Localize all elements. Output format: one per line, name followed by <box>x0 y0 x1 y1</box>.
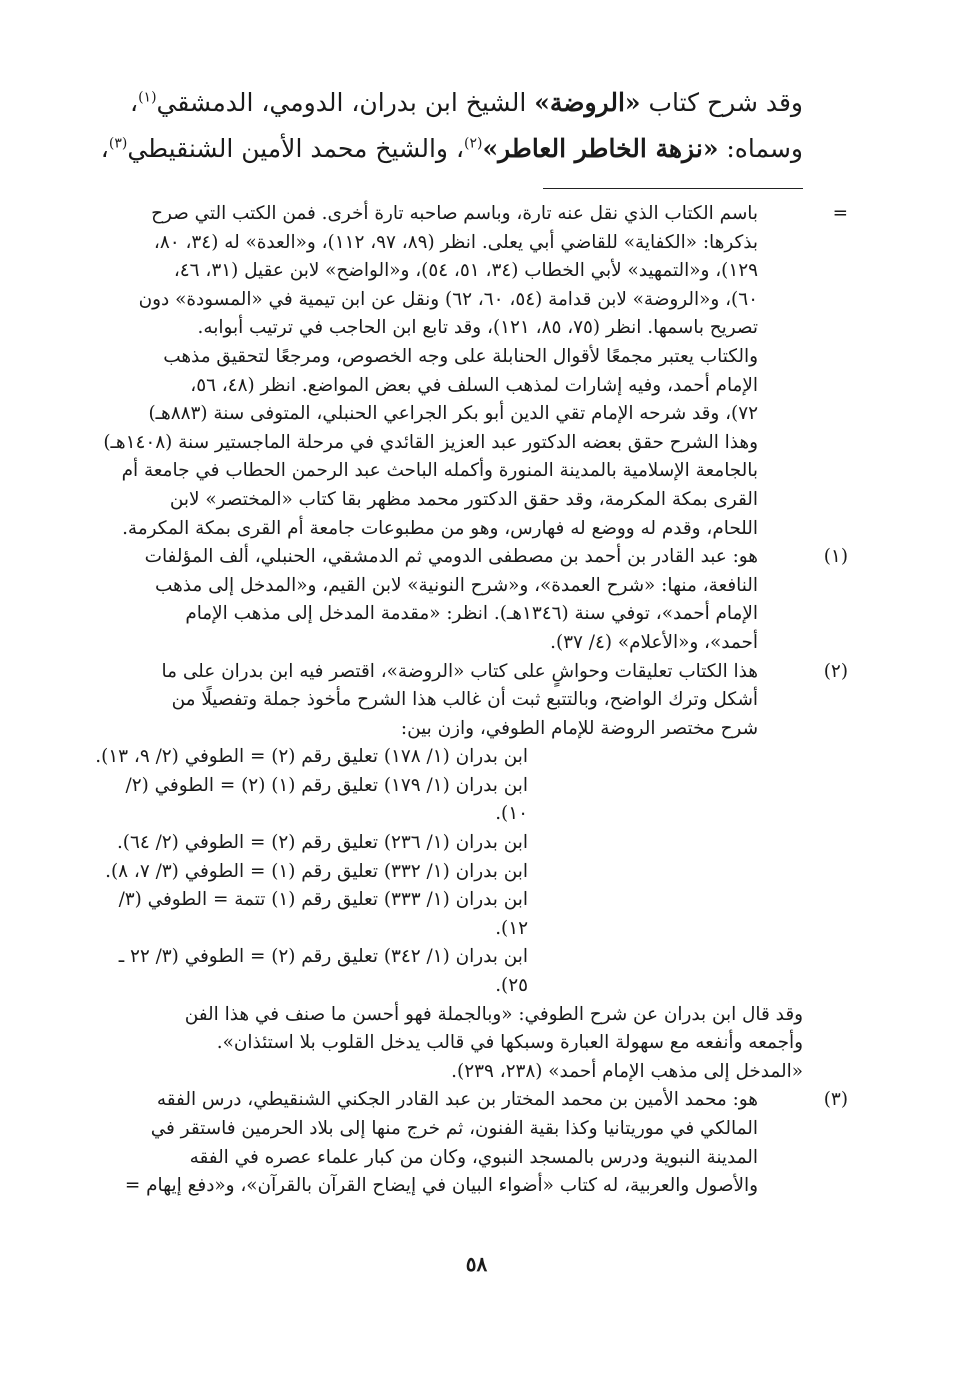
text-line: الإمام أحمد، وفيه إشارات لمذهب السلف في بعض المواضع. انظر (٤٨، ٥٦، <box>190 374 758 396</box>
footnote-2-closing-body <box>90 1001 803 1087</box>
text-line: وقد قال ابن بدران عن شرح الطوفي: «وبالجملة فهو أحسن ما صنف في هذا الفن <box>184 1003 803 1025</box>
text-line: وهذا الشرح حقق بعضه الدكتور عبد العزيز القائدي في مرحلة الماجستير سنة (١٤٠٨هـ) <box>103 431 758 453</box>
main-line-1-pre: وقد شرح كتاب <box>640 88 803 117</box>
text-line: تصريح باسمها. انظر (٧٥، ٨٥، ١٢١)، وقد تابع ابن الحاجب في ترتيب أبوابه. <box>197 317 758 339</box>
text-line: «المدخل إلى مذهب الإمام أحمد» (٢٣٨، ٢٣٩). <box>451 1060 803 1082</box>
footnote-1 <box>90 543 848 657</box>
book-title-nuzhat: «نزهة الخاطر العاطر» <box>482 134 719 163</box>
footnote-2-body <box>90 658 803 1001</box>
comparison-line: ابن بدران (١/ ٣٤٢) تعليق رقم (٢) = الطوفي (٣/ ٢٢ ـ ٢٥). <box>118 946 528 997</box>
text-line: شرح مختصر الروضة للإمام الطوفي، وازن بين: <box>400 717 758 739</box>
continuation-body <box>90 200 803 543</box>
main-line-2 <box>90 126 803 172</box>
main-text <box>90 80 803 172</box>
footnote-ref-1: (١) <box>138 89 157 106</box>
footnote-1-body <box>90 543 803 657</box>
text-line: هذا الكتاب تعليقات وحواشٍ على كتاب «الروضة»، اقتصر فيه ابن بدران على ما <box>161 660 758 682</box>
footnote-1-mark: (١) <box>823 546 848 568</box>
text-line: القرى بمكة المكرمة، وقد حقق الدكتور محمد مظهر بقا كتاب «المختصر» لابن <box>169 488 758 510</box>
footnote-ref-3: (٣) <box>108 135 128 152</box>
text-line: والأصول والعربية، له كتاب «أضواء البيان في إيضاح القرآن بالقرآن»، و«دفع إيهام = <box>124 1175 758 1197</box>
footnote-2 <box>90 658 848 1001</box>
text-line: أحمد»، و«الأعلام» (٤/ ٣٧). <box>550 631 758 653</box>
text-line: ٦٠)، و«الروضة» لابن قدامة (٥٤، ٦٠، ٦٢) ونقل عن ابن تيمية في «المسودة» دون <box>138 288 758 310</box>
comparison-line: ابن بدران (١/ ٣٣٣) تعليق رقم (١) تتمة = الطوفي (٣/ ١٢). <box>118 889 528 939</box>
text-line: بالجامعة الإسلامية بالمدينة المنورة وأكمله الباحث عبد الرحمن الحطاب في جامعة أم <box>121 460 758 482</box>
footnote-continuation <box>90 200 848 543</box>
continuation-mark: = <box>832 203 848 224</box>
text-line: هو: عبد القادر بن أحمد بن مصطفى الدومي ثم الدمشقي، الحنبلي، ألف المؤلفات <box>144 546 758 568</box>
footnote-3-mark: (٣) <box>823 1089 848 1111</box>
text-line: المالكي في موريتانيا وكذا بقية الفنون، ثم خرج منها إلى بلاد الحرمين فاستقر في <box>150 1118 758 1139</box>
footnote-3-body <box>90 1086 803 1200</box>
footnotes <box>90 200 848 1201</box>
comparison-line: ابن بدران (١/ ٣٣٢) تعليق رقم (١) = الطوفي (٣/ ٧، ٨). <box>105 860 528 882</box>
text-line: المدينة النبوية ودرس بالمسجد النبوي، وكان من كبار علماء عصره في الفقه <box>189 1146 758 1168</box>
footnote-3 <box>90 1086 848 1200</box>
page-number: ٥٨ <box>465 1252 488 1276</box>
footnote-ref-2: (٢) <box>464 135 483 152</box>
text-line: بذكرها: «الكفاية» للقاضي أبي يعلى. انظر (٨٩، ٩٧، ١١٢)، و«العدة» له (٣٤، ٨٠، <box>153 231 758 253</box>
comparison-line: ابن بدران (١/ ١٧٨) تعليق رقم (٢) = الطوفي (٢/ ٩، ١٣). <box>95 746 528 768</box>
footnote-separator <box>543 188 803 189</box>
footnote-2-closing <box>90 1001 803 1087</box>
footnote-2-mark: (٢) <box>823 660 848 682</box>
text-line: هو: محمد الأمين بن محمد المختار بن عبد القادر الجكني الشنقيطي، درس الفقه <box>156 1089 758 1111</box>
text-line: وأجمعه وأنفعه مع سهولة العبارة وسبكها في قالب يدخل القلوب بلا استئذان». <box>216 1032 803 1054</box>
main-line-2-post: ، <box>100 134 109 163</box>
text-line: باسم الكتاب الذي نقل عنه تارة، وباسم صاحبه تارة أخرى. فمن الكتب التي صرح <box>151 203 758 224</box>
comparison-line: ابن بدران (١/ ١٧٩) تعليق رقم (١) (٢) = الطوفي (٢/ ١٠). <box>125 774 528 825</box>
comparison-line: ابن بدران (١/ ٢٣٦) تعليق رقم (٢) = الطوفي (٢/ ٦٤). <box>116 832 528 854</box>
main-line-1-post: ، <box>130 88 139 117</box>
main-line-2-mid: ، والشيخ محمد الأمين الشنقيطي <box>127 134 465 163</box>
book-title-rawda: «الروضة» <box>534 88 641 117</box>
text-line: اللحام، وقدم له ووضع له فهارس، وهو من مطبوعات جامعة أم القرى بمكة المكرمة. <box>122 517 758 539</box>
main-line-2-pre: وسماه: <box>718 134 803 163</box>
main-line-1-mid: الشيخ ابن بدران، الدومي، الدمشقي <box>156 88 535 117</box>
text-line: ١٢٩)، و«التمهيد» لأبي الخطاب (٣٤، ٥١، ٥٤)، و«الواضح» لابن عقيل (٣١، ٤٦، <box>173 260 758 282</box>
text-line: والكتاب يعتبر مجمعًا لأقوال الحنابلة على وجه الخصوص، ومرجعًا لتحقيق مذهب <box>163 345 758 367</box>
text-line: النافعة، منها: «شرح العمدة»، و«شرح النونية» لابن القيم، و«المدخل إلى مذهب <box>154 574 758 596</box>
text-line: أشكل وترك الواضح، وبالتتبع ثبت أن غالب هذا الشرح مأخوذ جملة وتفصيلًا من <box>171 689 758 711</box>
main-line-1 <box>90 80 803 126</box>
text-line: ٧٢)، وقد شرحه الإمام تقي الدين أبو بكر الجراعي الحنبلي، المتوفى سنة (٨٨٣هـ) <box>148 403 758 425</box>
text-line: الإمام أحمد»، توفي سنة (١٣٤٦هـ). انظر: «مقدمة المدخل إلى مذهب الإمام <box>185 603 758 625</box>
comparison-list <box>90 743 758 1000</box>
